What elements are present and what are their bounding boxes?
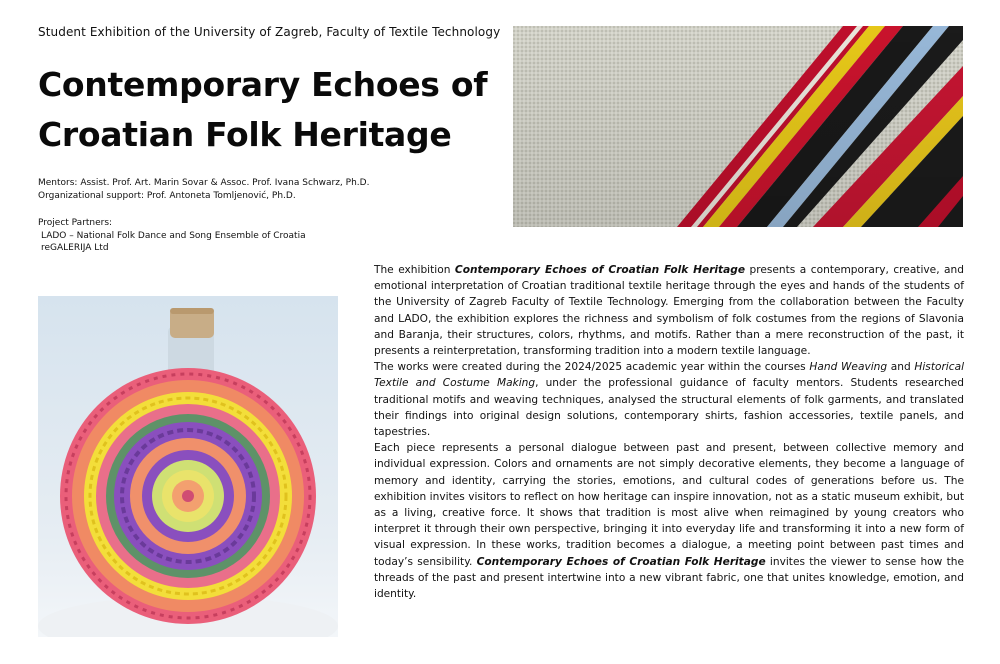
exhibition-subtitle: Student Exhibition of the University of Zagreb, Faculty of Textile Technology bbox=[38, 25, 501, 39]
woven-textile-photo bbox=[513, 26, 963, 227]
description-paragraph-2 bbox=[374, 359, 964, 440]
description-paragraph-1 bbox=[374, 262, 964, 359]
p2-text-c: and bbox=[887, 361, 915, 374]
p2-course-2: Historical Textile and Costume Making bbox=[374, 361, 965, 390]
title-line-2: Croatian Folk Heritage bbox=[38, 115, 452, 154]
credits bbox=[38, 177, 369, 202]
p1-text-a: The exhibition bbox=[374, 264, 455, 276]
partner-item: LADO – National Folk Dance and Song Ensemble of Croatia bbox=[41, 230, 306, 241]
partner-item: reGALERIJA Ltd bbox=[41, 243, 109, 253]
exhibition-description bbox=[374, 262, 964, 602]
partners-label: Project Partners: bbox=[38, 218, 113, 228]
p1-text-c: presents a contemporary, creative, and emotional interpretation of Croatian traditional textile heritage through the eyes and hands of the students of the University of Zagreb Faculty of Textile Technology. Emerging from the collaboration between the Faculty and LADO, the exhibition explores the richness and symbolism of folk costumes from the regions of Slavonia and Baranja, their structures, colors, rhythms, and motifs. Rather than a mere reconstruction of the past, it presents a reinterpretation, transforming tradition into a modern textile language. bbox=[374, 264, 964, 358]
p2-text-a: The works were created during the 2024/2025 academic year within the courses bbox=[374, 361, 810, 374]
p3-exhibition-title: Contemporary Echoes of Croatian Folk Heritage bbox=[476, 555, 766, 568]
p2-course-1: Hand Weaving bbox=[809, 361, 888, 374]
p3-text-c: invites the viewer to sense how the threads of the past and present intertwine into a new vibrant fabric, one that unites knowledge, emotion, and identity. bbox=[374, 555, 964, 601]
description-paragraph-3 bbox=[374, 440, 964, 602]
page-title bbox=[38, 60, 487, 160]
support-text: Organizational support: Prof. Antoneta Tomljenović, Ph.D. bbox=[38, 190, 296, 201]
p1-exhibition-title: Contemporary Echoes of Croatian Folk Heritage bbox=[454, 264, 746, 276]
title-line-1: Contemporary Echoes of bbox=[38, 65, 488, 104]
project-partners bbox=[38, 217, 306, 255]
crocheted-bottle-photo bbox=[38, 296, 338, 637]
p2-text-e: , under the professional guidance of faculty mentors. Students researched traditional motifs and weaving techniques, analysed the structural elements of folk garments, and translated their findings into original design solutions, contemporary shirts, fashion accessories, textile panels, and tapestries. bbox=[374, 377, 964, 439]
mentors-text: Mentors: Assist. Prof. Art. Marin Sovar & Assoc. Prof. Ivana Schwarz, Ph.D. bbox=[38, 178, 370, 188]
p3-text-a: Each piece represents a personal dialogue between past and present, between collective memory and individual expression. Colors and ornaments are not simply decorative elements, they become a language of memory and identity, carrying the stories, emotions, and cultural codes of generations before us. The exhibition invites visitors to reflect on how heritage can inspire innovation, not as a static museum exhibit, but as a living, creative force. It shows that tradition is most alive when reimagined by young creators who interpret it through their own perspective, bringing it into everyday life and transforming it into a new form of visual expression. In these works, tradition becomes a dialogue, a meeting point between past times and today’s sensibility. bbox=[374, 442, 964, 568]
